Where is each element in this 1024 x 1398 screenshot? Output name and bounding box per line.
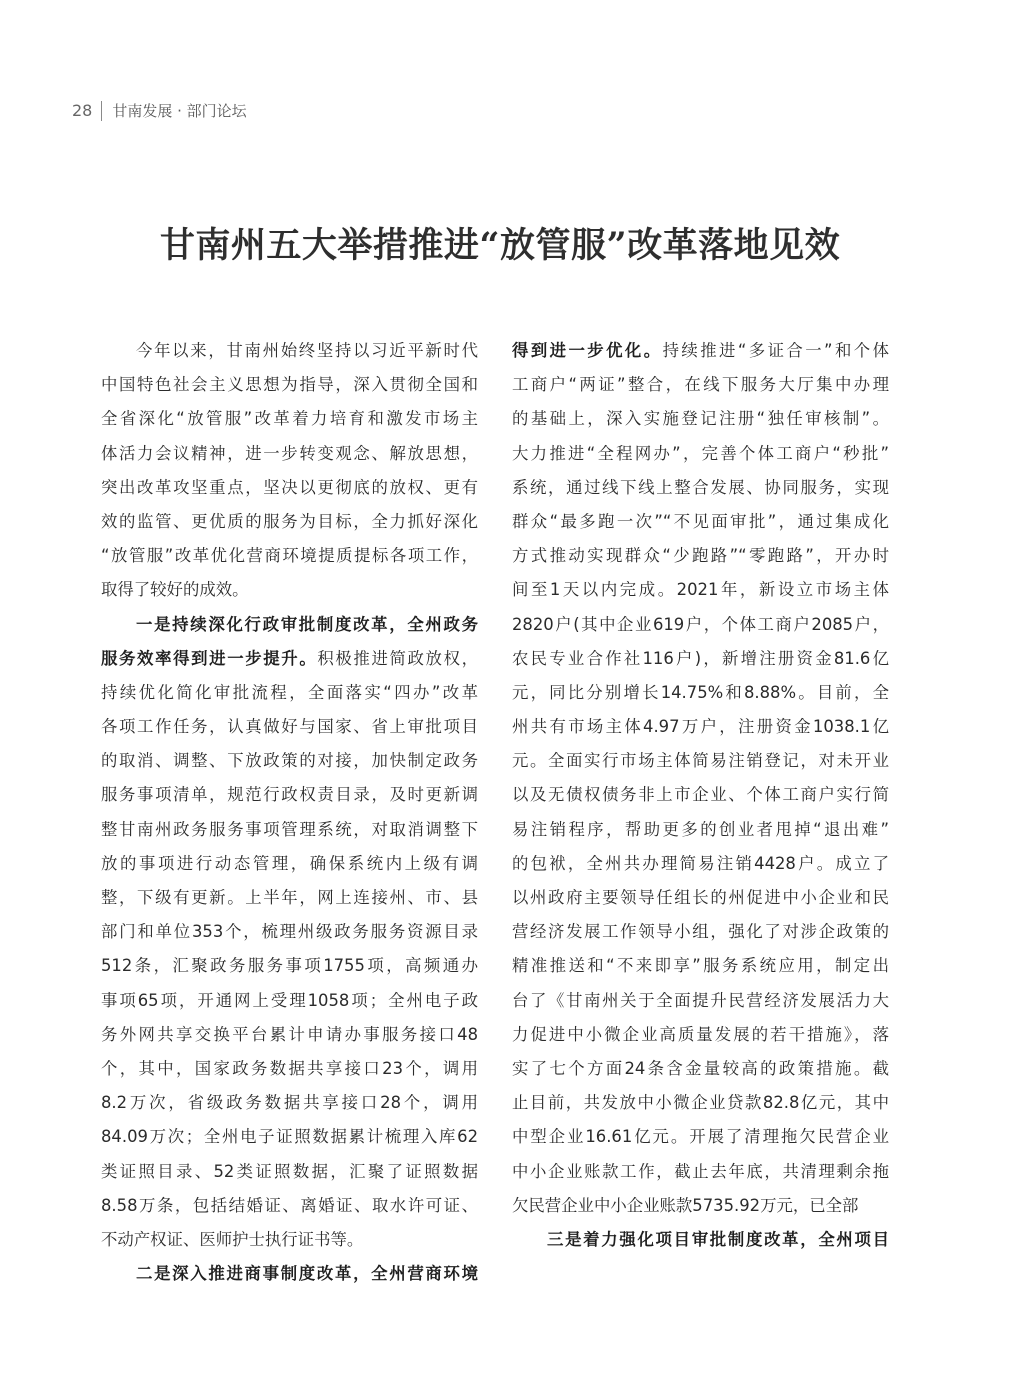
text-line: 取得了较好的成效。 (101, 580, 249, 600)
measure-one-paragraph (101, 608, 478, 1258)
text-fragment: 积极推进简政放权， (317, 648, 479, 668)
measure-two-paragraph (101, 1257, 478, 1291)
text-line: 方式推动实现群众“少跑路”“零跑路”，开办时 (512, 546, 889, 566)
text-line: 部门和单位353个，梳理州级政务服务资源目录 (101, 922, 478, 942)
measure-heading-line: 二是深入推进商事制度改革，全州营商环境 (136, 1264, 478, 1284)
text-line: 元。全面实行市场主体简易注销登记，对未开业 (512, 751, 889, 771)
text-line: 务外网共享交换平台累计申请办事服务接口48 (101, 1024, 478, 1044)
text-line: 事项65项，开通网上受理1058项；全州电子政 (101, 990, 478, 1010)
text-line: 台了《甘南州关于全面提升民营经济发展活力大 (512, 990, 889, 1010)
header-divider (101, 101, 102, 121)
left-column (101, 334, 478, 1291)
text-line: 放的事项进行动态管理，确保系统内上级有调 (101, 853, 478, 873)
text-fragment: 持续推进“多证合一”和个体 (662, 341, 889, 360)
text-line: 的基础上，深入实施登记注册“独任审核制”。 (512, 409, 889, 429)
text-line: 力促进中小微企业高质量发展的若干措施》，落 (512, 1024, 889, 1044)
running-header (72, 100, 247, 121)
text-line: 整甘南州政务服务事项管理系统，对取消调整下 (101, 819, 478, 839)
text-line: 的包袱，全州共办理简易注销4428户。成立了 (512, 853, 889, 873)
text-line: 突出改革攻坚重点，坚决以更彻底的放权、更有 (101, 477, 478, 497)
text-line: 营经济发展工作领导小组，强化了对涉企政策的 (512, 922, 889, 942)
text-line (512, 334, 889, 368)
text-line (101, 642, 478, 676)
measure-three-paragraph (512, 1223, 889, 1257)
text-line: 效的监管、更优质的服务为目标，全力抓好深化 (101, 511, 478, 531)
text-line: 持续优化简化审批流程，全面落实“四办”改革 (101, 682, 478, 702)
text-line: 服务事项清单，规范行政权责目录，及时更新调 (101, 785, 478, 805)
text-line: 欠民营企业中小企业账款5735.92万元，已全部 (512, 1195, 859, 1215)
text-line: 易注销程序，帮助更多的创业者甩掉“退出难” (512, 819, 889, 839)
text-line: 群众“最多跑一次”“不见面审批”，通过集成化 (512, 511, 889, 531)
right-column (512, 334, 889, 1257)
section-name: 甘南发展 · 部门论坛 (112, 102, 247, 120)
text-line: 实了七个方面24条含金量较高的政策措施。截 (512, 1058, 889, 1078)
measure-two-continued-paragraph (512, 334, 889, 1223)
measure-heading-line: 服务效率得到进一步提升。 (101, 648, 318, 668)
text-line: 止目前，共发放中小微企业贷款82.8亿元，其中 (512, 1093, 889, 1113)
text-line: 精准推送和“不来即享”服务系统应用，制定出 (512, 956, 889, 976)
text-line: 农民专业合作社116户)，新增注册资金81.6亿 (512, 648, 889, 668)
text-line: 今年以来，甘南州始终坚持以习近平新时代 (136, 341, 478, 360)
text-line: 个，其中，国家政务数据共享接口23个，调用 (101, 1058, 478, 1078)
text-line: 间至1天以内完成。2021年，新设立市场主体 (512, 580, 889, 600)
text-line: 中国特色社会主义思想为指导，深入贯彻全国和 (101, 375, 478, 395)
text-line: 的取消、调整、下放政策的对接，加快制定政务 (101, 751, 478, 771)
text-line: 84.09万次；全州电子证照数据累计梳理入库62 (101, 1127, 478, 1147)
text-line: 以州政府主要领导任组长的州促进中小企业和民 (512, 888, 889, 907)
text-line: 大力推进“全程网办”，完善个体工商户“秒批” (512, 443, 889, 463)
text-line: 8.58万条，包括结婚证、离婚证、取水许可证、 (101, 1195, 478, 1215)
text-line: 512条，汇聚政务服务事项1755项，高频通办 (101, 956, 478, 976)
text-line: 全省深化“放管服”改革着力培育和激发市场主 (101, 409, 478, 429)
text-line: “放管服”改革优化营商环境提质提标各项工作， (101, 546, 478, 566)
text-line: 以及无债权债务非上市企业、个体工商户实行简 (512, 785, 889, 805)
text-line: 工商户“两证”整合，在线下服务大厅集中办理 (512, 375, 889, 395)
text-line: 2820户(其中企业619户，个体工商户2085户， (512, 614, 889, 634)
text-line: 8.2万次，省级政务数据共享接口28个，调用 (101, 1093, 478, 1113)
page-number: 28 (72, 101, 93, 120)
text-line: 州共有市场主体4.97万户，注册资金1038.1亿 (512, 717, 889, 737)
text-line: 系统，通过线下线上整合发展、协同服务，实现 (512, 477, 889, 497)
measure-heading-line: 一是持续深化行政审批制度改革，全州政务 (136, 614, 478, 634)
text-line: 中型企业16.61亿元。开展了清理拖欠民营企业 (512, 1127, 889, 1147)
intro-paragraph (101, 334, 478, 608)
text-line: 体活力会议精神，进一步转变观念、解放思想， (101, 443, 478, 463)
text-line: 各项工作任务，认真做好与国家、省上审批项目 (101, 717, 478, 737)
text-line: 元，同比分别增长14.75%和8.88%。目前，全 (512, 682, 889, 702)
text-line: 整，下级有更新。上半年，网上连接州、市、县 (101, 888, 478, 907)
article-title: 甘南州五大举措推进“放管服”改革落地见效 (159, 225, 841, 266)
measure-heading-line: 得到进一步优化。 (512, 341, 663, 360)
text-line: 类证照目录、52类证照数据，汇聚了证照数据 (101, 1161, 478, 1181)
measure-heading-line: 三是着力强化项目审批制度改革，全州项目 (547, 1229, 889, 1249)
text-line: 中小企业账款工作，截止去年底，共清理剩余拖 (512, 1161, 889, 1181)
text-line: 不动产权证、医师护士执行证书等。 (101, 1229, 364, 1249)
